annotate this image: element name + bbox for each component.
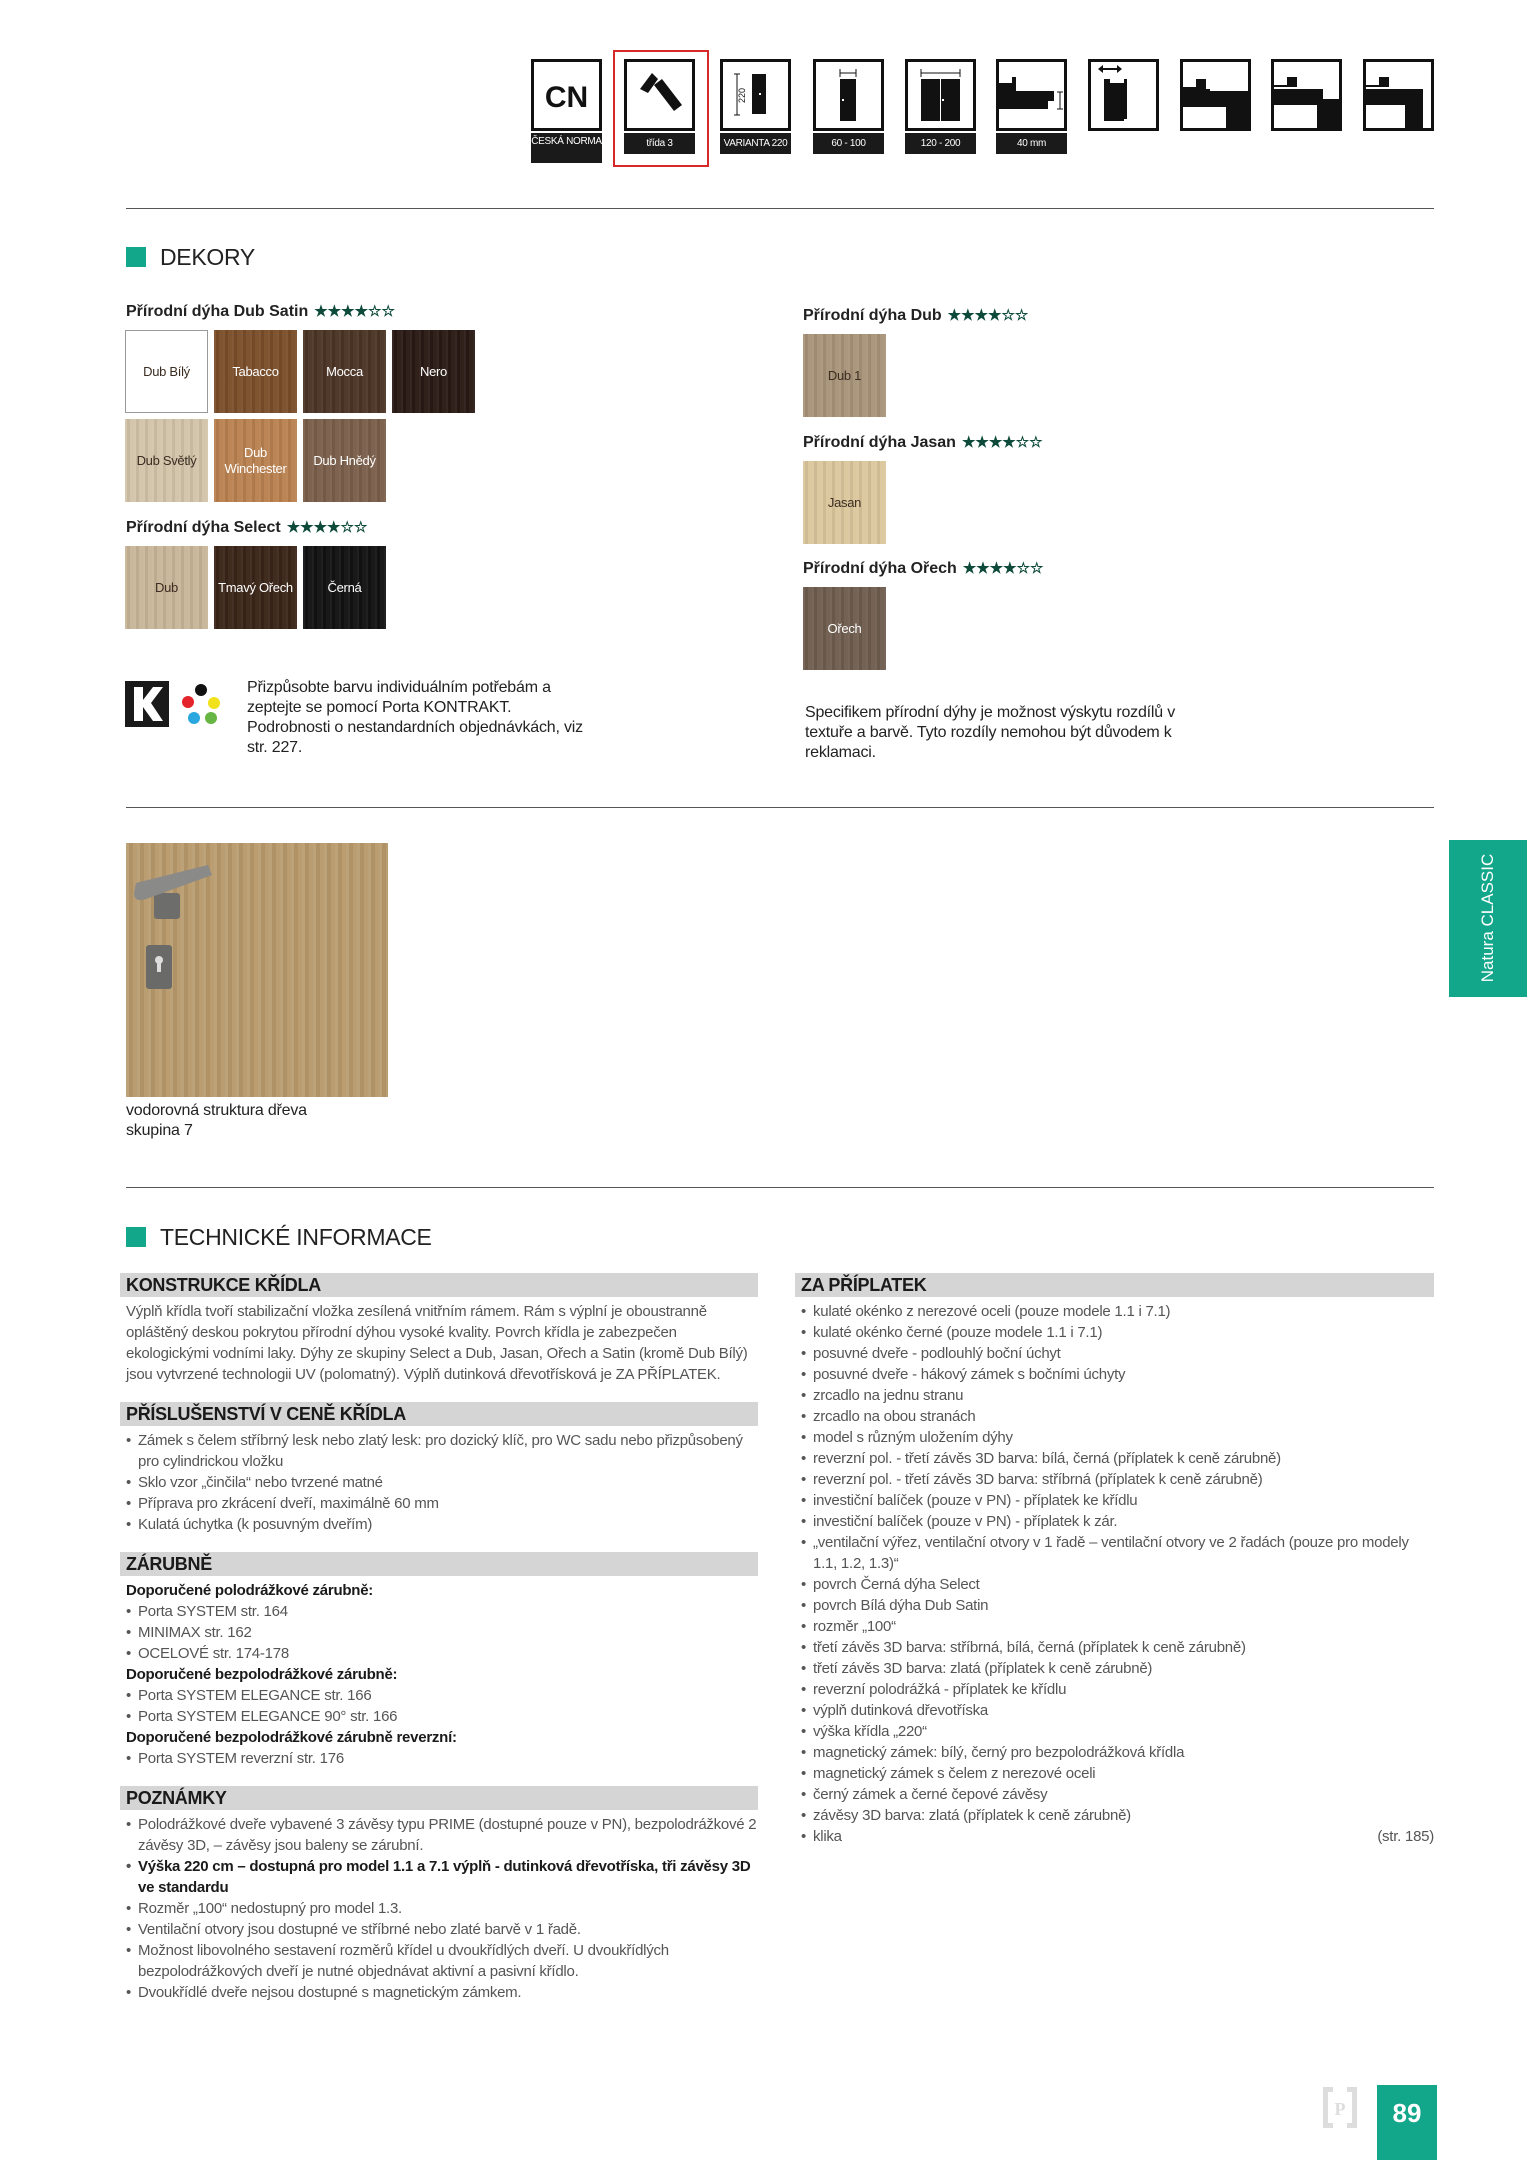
porta-logo-icon: [1321, 2085, 1359, 2130]
list-item: • magnetický zámek s čelem z nerezové oceli: [801, 1763, 1434, 1784]
list-item: • model s různým uložením dýhy: [801, 1427, 1434, 1448]
list-item: • rozměr „100“: [801, 1616, 1434, 1637]
list-item: • Příprava pro zkrácení dveří, maximálně 60 mm: [126, 1493, 758, 1514]
list-item: • reverzní pol. - třetí závěs 3D barva: bílá, černá (příplatek k ceně zárubně): [801, 1448, 1434, 1469]
list-item: • Kulatá úchytka (k posuvným dveřím): [126, 1514, 758, 1535]
list-item: • reverzní pol. - třetí závěs 3D barva: stříbrná (příplatek k ceně zárubně): [801, 1469, 1434, 1490]
list-item: • investiční balíček (pouze v PN) - příplatek k zár.: [801, 1511, 1434, 1532]
group-heading: Přírodní dýha Dub ★★★★☆☆: [803, 307, 1029, 324]
ceska-norma-icon: [531, 59, 602, 131]
list-item: • povrch Černá dýha Select: [801, 1574, 1434, 1595]
kontrakt-note: Přizpůsobte barvu individuálním potřebám a zeptejte se pomocí Porta KONTRAKT. Podrobnosti o nestandardních objednávkách, viz str. 227.: [247, 679, 583, 756]
list-item: • zrcadlo na obou stranách: [801, 1406, 1434, 1427]
konstrukce-heading: KONSTRUKCE KŘÍDLA: [120, 1273, 758, 1297]
poznamky-list: [126, 1814, 758, 2003]
list-item: • Porta SYSTEM str. 164: [126, 1601, 758, 1622]
rating-stars-icon: ★★★★☆☆: [314, 303, 395, 320]
list-item: • OCELOVÉ str. 174-178: [126, 1643, 758, 1664]
swatch-dub-1[interactable]: Dub 1: [803, 334, 886, 417]
list-item: • Dvoukřídlé dveře nejsou dostupné s magnetickým zámkem.: [126, 1982, 758, 2003]
page-number: 89: [1377, 2085, 1437, 2160]
veneer-note: Specifikem přírodní dýhy je možnost výskytu rozdílů v textuře a barvě. Tyto rozdíly nemohou být důvodem k reklamaci.: [805, 704, 1175, 761]
group-heading: Přírodní dýha Jasan ★★★★☆☆: [803, 434, 1043, 451]
rating-stars-icon: ★★★★☆☆: [962, 560, 1044, 577]
door-thickness-icon: [996, 59, 1067, 131]
priplatek-heading: ZA PŘÍPLATEK: [795, 1273, 1434, 1297]
swatch-jasan[interactable]: Jasan: [803, 461, 886, 544]
side-tab[interactable]: [1449, 840, 1527, 997]
handle-photo: [126, 843, 388, 1097]
list-item: • klika: [801, 1826, 1434, 1847]
swatch-dub-svetly[interactable]: Dub Světlý: [125, 419, 208, 502]
swatch-tmavy-orech[interactable]: Tmavý Ořech: [214, 546, 297, 629]
list-item: • posuvné dveře - hákový zámek s bočními úchyty: [801, 1364, 1434, 1385]
divider: [126, 208, 1434, 209]
rebated-profile-icon: [1363, 59, 1434, 131]
group-heading: Přírodní dýha Dub Satin ★★★★☆☆: [126, 303, 395, 320]
list-item: • Výška 220 cm – dostupná pro model 1.1 a 7.1 výplň - dutinková dřevotříska, tři závěsy 3D ve standardu: [126, 1856, 758, 1898]
list-item: • černý zámek a černé čepové závěsy: [801, 1784, 1434, 1805]
list-item: • závěsy 3D barva: zlatá (příplatek k ceně zárubně): [801, 1805, 1434, 1826]
list-item: • Sklo vzor „činčila“ nebo tvrzené matné: [126, 1472, 758, 1493]
list-item: • třetí závěs 3D barva: stříbrná, bílá, černá (příplatek k ceně zárubně): [801, 1637, 1434, 1658]
list-item: • Porta SYSTEM reverzní str. 176: [126, 1748, 758, 1769]
zarubne-subheading: Doporučené bezpolodrážkové zárubně reverzní:: [126, 1729, 457, 1746]
list-item: • povrch Bílá dýha Dub Satin: [801, 1595, 1434, 1616]
divider: [126, 1187, 1434, 1188]
icon-label: třída 3: [624, 133, 695, 154]
section-marker: [126, 247, 146, 267]
tech-title: TECHNICKÉ INFORMACE: [160, 1224, 432, 1250]
icon-label: 40 mm: [996, 133, 1067, 154]
kontrakt-logo-icon: [125, 681, 220, 727]
list-item: • výška křídla „220“: [801, 1721, 1434, 1742]
group-heading: Přírodní dýha Ořech ★★★★☆☆: [803, 560, 1044, 577]
icon-label: 60 - 100: [813, 133, 884, 154]
konstrukce-text: Výplň křídla tvoří stabilizační vložka zesílená vnitřním rámem. Rám s výplní je oboustranně opláštěný deskou pokrytou přírodní dýhou vysoké kvality. Povrch křídla je zabezpečen ekologickými vodními laky. Dýhy ze skupiny Select a Dub, Jasan, Ořech a Satin (kromě Dub Bílý) jsou vytvrzené technologii UV (polomatný). Výplň dutinková dřevotřísková je ZA PŘÍPLATEK.: [126, 1303, 748, 1383]
swatch-dub[interactable]: Dub: [125, 546, 208, 629]
list-item: • reverzní polodrážká - příplatek ke křídlu: [801, 1679, 1434, 1700]
list-item: • posuvné dveře - podlouhlý boční úchyt: [801, 1343, 1434, 1364]
swatch-orech[interactable]: Ořech: [803, 587, 886, 670]
list-item: • investiční balíček (pouze v PN) - příplatek ke křídlu: [801, 1490, 1434, 1511]
sliding-door-icon: [1088, 59, 1159, 131]
hammer-icon: [624, 59, 695, 131]
list-item: • výplň dutinková dřevotříska: [801, 1700, 1434, 1721]
photo-caption-group: skupina 7: [126, 1122, 193, 1139]
list-item: • magnetický zámek: bílý, černý pro bezpolodrážková křídla: [801, 1742, 1434, 1763]
tech-right-column: [795, 1273, 1434, 1847]
klika-page-ref: (str. 185): [1377, 1828, 1434, 1845]
list-item: • zrcadlo na jednu stranu: [801, 1385, 1434, 1406]
svg-text:CN: CN: [544, 81, 589, 114]
poznamky-heading: POZNÁMKY: [120, 1786, 758, 1810]
swatch-nero[interactable]: Nero: [392, 330, 475, 413]
section-marker: [126, 1227, 146, 1247]
group-heading: Přírodní dýha Select ★★★★☆☆: [126, 519, 368, 536]
zarubne-subheading: Doporučené bezpolodrážkové zárubně:: [126, 1666, 398, 1683]
rating-stars-icon: ★★★★☆☆: [947, 307, 1029, 324]
rating-stars-icon: ★★★★☆☆: [286, 519, 368, 536]
prislusenstvi-heading: PŘÍSLUŠENSTVÍ V CENĚ KŘÍDLA: [120, 1402, 758, 1426]
svg-text:P: P: [1334, 2099, 1346, 2119]
double-door-width-icon: [905, 59, 976, 131]
prislusenstvi-list: [126, 1430, 758, 1535]
list-item: • Možnost libovolného sestavení rozměrů křídel u dvoukřídlých dveří. U dvoukřídlých bezpolodrážkových dveří je nutné objednávat aktivní a pasivní křídlo.: [126, 1940, 758, 1982]
icon-label: 120 - 200: [905, 133, 976, 154]
swatch-dub-hnedy[interactable]: Dub Hnědý: [303, 419, 386, 502]
swatch-mocca[interactable]: Mocca: [303, 330, 386, 413]
zarubne-list: [120, 1576, 758, 1769]
list-item: • Porta SYSTEM ELEGANCE 90° str. 166: [126, 1706, 758, 1727]
divider: [126, 807, 1434, 808]
swatch-tabacco[interactable]: Tabacco: [214, 330, 297, 413]
door-height-220-icon: [720, 59, 791, 131]
list-item: • třetí závěs 3D barva: zlatá (příplatek k ceně zárubně): [801, 1658, 1434, 1679]
list-item: • kulaté okénko z nerezové oceli (pouze modele 1.1 i 7.1): [801, 1301, 1434, 1322]
swatch-cerna[interactable]: Černá: [303, 546, 386, 629]
rebated-profile-icon: [1180, 59, 1251, 131]
single-door-width-icon: [813, 59, 884, 131]
list-item: • „ventilační výřez, ventilační otvory v 1 řadě – ventilační otvory ve 2 řadách (pouze pro modely 1.1, 1.2, 1.3)“: [801, 1532, 1434, 1574]
photo-caption: vodorovná struktura dřeva: [126, 1102, 307, 1119]
list-item: • Ventilační otvory jsou dostupné ve stříbrné nebo zlaté barvě v 1 řadě.: [126, 1919, 758, 1940]
swatch-dub-winchester[interactable]: Dub Winchester: [214, 419, 297, 502]
icon-label: ČESKÁ NORMA: [531, 133, 602, 163]
swatch-dub-bily[interactable]: Dub Bílý: [125, 330, 208, 413]
tech-left-column: [120, 1273, 758, 2003]
dekory-title: DEKORY: [160, 244, 255, 270]
priplatek-list: [801, 1301, 1434, 1847]
list-item: • Rozměr „100“ nedostupný pro model 1.3.: [126, 1898, 758, 1919]
side-tab-label: Natura CLASSIC: [1478, 853, 1497, 983]
zarubne-subheading: Doporučené polodrážkové zárubně:: [126, 1582, 374, 1599]
list-item: • Porta SYSTEM ELEGANCE str. 166: [126, 1685, 758, 1706]
list-item: • MINIMAX str. 162: [126, 1622, 758, 1643]
rating-stars-icon: ★★★★☆☆: [961, 434, 1043, 451]
rebated-profile-icon: [1271, 59, 1342, 131]
tech-heading: [126, 1224, 432, 1251]
svg-text:220: 220: [737, 87, 747, 103]
list-item: • kulaté okénko černé (pouze modele 1.1 i 7.1): [801, 1322, 1434, 1343]
zarubne-heading: ZÁRUBNĚ: [120, 1552, 758, 1576]
icon-label: VARIANTA 220: [720, 133, 791, 154]
list-item: • Polodrážkové dveře vybavené 3 závěsy typu PRIME (dostupné pouze v PN), bezpolodrážkové 2 závěsy 3D, – závěsy jsou baleny se zárubní.: [126, 1814, 758, 1856]
dekory-heading: [126, 244, 255, 271]
list-item: • Zámek s čelem stříbrný lesk nebo zlatý lesk: pro dozický klíč, pro WC sadu nebo přizpůsobený pro cylindrickou vložku: [126, 1430, 758, 1472]
